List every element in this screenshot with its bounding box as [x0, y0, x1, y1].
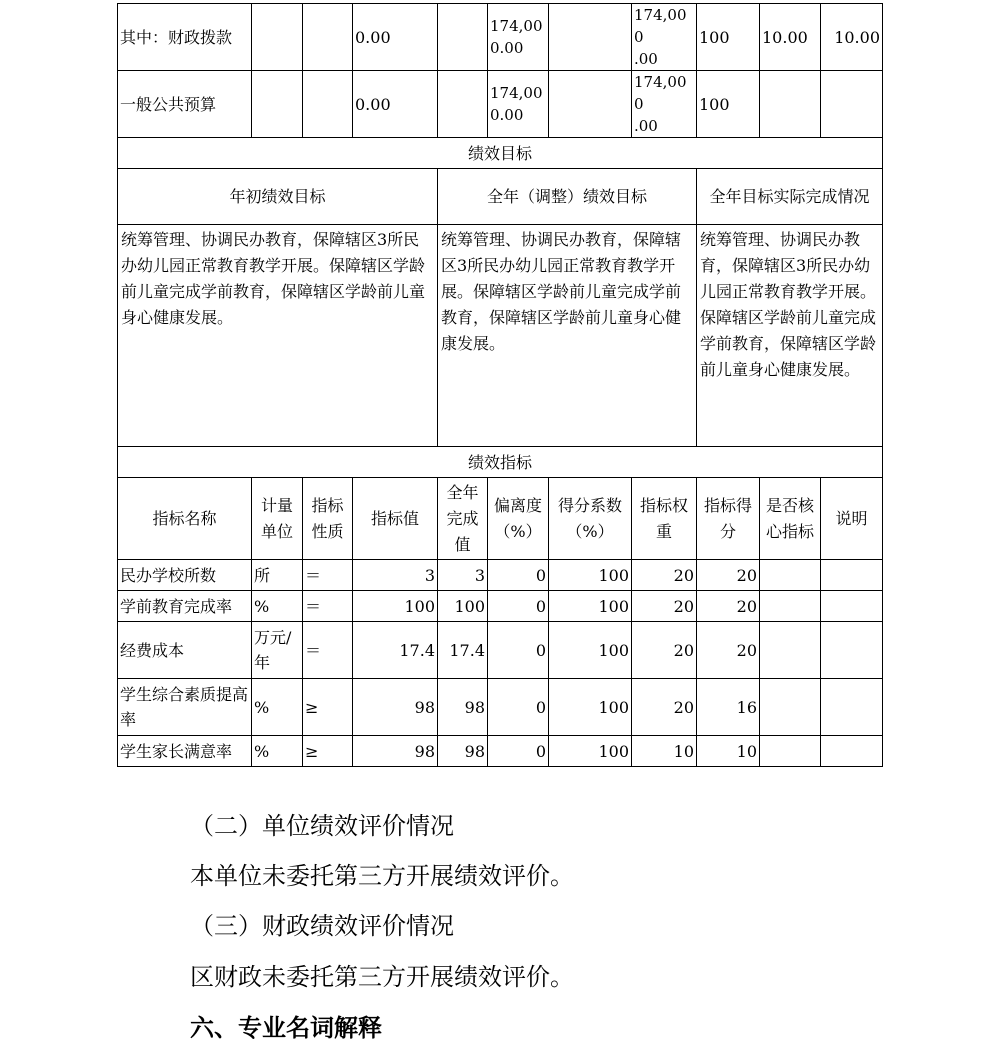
indicator-target: 98	[353, 736, 438, 767]
indicator-deviation: 0	[488, 591, 549, 622]
indicator-coef: 100	[549, 560, 632, 591]
col-header: 得分系数（%）	[549, 478, 632, 560]
fund-cell: 174,00 0.00	[488, 71, 549, 138]
goal-header-initial: 年初绩效目标	[118, 169, 438, 225]
indicator-core	[760, 679, 821, 736]
table-row	[118, 736, 883, 767]
indicator-note	[821, 679, 883, 736]
fund-cell: 100	[697, 4, 760, 71]
indicator-weight: 20	[632, 591, 697, 622]
goal-header-actual: 全年目标实际完成情况	[697, 169, 883, 225]
fund-cell	[760, 71, 821, 138]
indicator-note	[821, 736, 883, 767]
indicator-score: 20	[697, 591, 760, 622]
goal-header-adjusted: 全年（调整）绩效目标	[438, 169, 697, 225]
table-row	[118, 622, 883, 679]
indicator-weight: 20	[632, 622, 697, 679]
indicator-score: 16	[697, 679, 760, 736]
goal-text-adjusted: 统筹管理、协调民办教育，保障辖区3所民办幼儿园正常教育教学开展。保障辖区学龄前儿童完成学前教育，保障辖区学龄前儿童身心健康发展。	[438, 225, 697, 447]
indicator-nature: ＝	[303, 560, 353, 591]
indicator-name: 学生家长满意率	[118, 736, 252, 767]
unit-eval-heading: （二）单位绩效评价情况	[190, 812, 454, 840]
indicator-deviation: 0	[488, 622, 549, 679]
indicator-actual: 17.4	[438, 622, 488, 679]
indicator-core	[760, 560, 821, 591]
fund-cell	[303, 71, 353, 138]
table-row	[118, 560, 883, 591]
indicator-target: 17.4	[353, 622, 438, 679]
indicator-deviation: 0	[488, 560, 549, 591]
indicator-name: 学生综合素质提高率	[118, 679, 252, 736]
indicator-note	[821, 591, 883, 622]
col-header: 说明	[821, 478, 883, 560]
indicator-unit: 所	[252, 560, 303, 591]
indicator-score: 20	[697, 622, 760, 679]
indicator-core	[760, 736, 821, 767]
fund-row	[118, 71, 883, 138]
indicator-deviation: 0	[488, 736, 549, 767]
col-header: 是否核心指标	[760, 478, 821, 560]
indicator-score: 20	[697, 560, 760, 591]
fund-cell: 100	[697, 71, 760, 138]
fund-cell	[549, 71, 632, 138]
indicator-core	[760, 591, 821, 622]
col-header: 指标性质	[303, 478, 353, 560]
indicator-unit: %	[252, 591, 303, 622]
indicator-coef: 100	[549, 736, 632, 767]
indicator-actual: 3	[438, 560, 488, 591]
fund-row	[118, 4, 883, 71]
fund-cell: 174,000 .00	[632, 4, 697, 71]
fund-cell	[252, 71, 303, 138]
unit-eval-text: 本单位未委托第三方开展绩效评价。	[190, 862, 574, 890]
col-header: 计量单位	[252, 478, 303, 560]
fiscal-eval-text: 区财政未委托第三方开展绩效评价。	[190, 963, 574, 991]
indicator-nature: ≥	[303, 679, 353, 736]
col-header: 指标得分	[697, 478, 760, 560]
indicator-weight: 20	[632, 679, 697, 736]
indicator-unit: %	[252, 736, 303, 767]
indicator-name: 民办学校所数	[118, 560, 252, 591]
indicator-name: 学前教育完成率	[118, 591, 252, 622]
fund-cell	[303, 4, 353, 71]
performance-table	[117, 3, 883, 767]
indicator-weight: 20	[632, 560, 697, 591]
indicator-core	[760, 622, 821, 679]
indicator-name: 经费成本	[118, 622, 252, 679]
indicator-nature: ＝	[303, 591, 353, 622]
fund-cell: 0.00	[353, 71, 438, 138]
fund-cell	[252, 4, 303, 71]
fund-cell: 10.00	[821, 4, 883, 71]
indicator-unit: %	[252, 679, 303, 736]
indicator-deviation: 0	[488, 679, 549, 736]
fund-cell: 0.00	[353, 4, 438, 71]
col-header: 指标名称	[118, 478, 252, 560]
col-header: 全年完成值	[438, 478, 488, 560]
fund-cell: 10.00	[760, 4, 821, 71]
indicator-score: 10	[697, 736, 760, 767]
fund-cell: 174,000 .00	[632, 71, 697, 138]
indicator-coef: 100	[549, 591, 632, 622]
fund-cell	[549, 4, 632, 71]
goal-text-initial: 统筹管理、协调民办教育，保障辖区3所民办幼儿园正常教育教学开展。保障辖区学龄前儿童完成学前教育，保障辖区学龄前儿童身心健康发展。	[118, 225, 438, 447]
indicator-actual: 100	[438, 591, 488, 622]
fund-cell	[438, 71, 488, 138]
indicators-section-title: 绩效指标	[118, 447, 883, 478]
col-header: 指标值	[353, 478, 438, 560]
goal-text-actual: 统筹管理、协调民办教育，保障辖区3所民办幼儿园正常教育教学开展。保障辖区学龄前儿童完成学前教育，保障辖区学龄前儿童身心健康发展。	[697, 225, 883, 447]
indicator-coef: 100	[549, 679, 632, 736]
indicator-unit: 万元/年	[252, 622, 303, 679]
fund-name: 一般公共预算	[118, 71, 252, 138]
indicator-coef: 100	[549, 622, 632, 679]
indicator-header-row	[118, 478, 883, 560]
fund-cell	[821, 71, 883, 138]
indicator-weight: 10	[632, 736, 697, 767]
indicator-note	[821, 560, 883, 591]
fund-name: 其中：财政拨款	[118, 4, 252, 71]
goals-section-title: 绩效目标	[118, 138, 883, 169]
fund-cell: 174,00 0.00	[488, 4, 549, 71]
indicator-nature: ≥	[303, 736, 353, 767]
indicator-nature: ＝	[303, 622, 353, 679]
glossary-heading: 六、专业名词解释	[190, 1013, 382, 1042]
indicator-target: 100	[353, 591, 438, 622]
col-header: 指标权重	[632, 478, 697, 560]
indicator-target: 3	[353, 560, 438, 591]
table-row	[118, 591, 883, 622]
fiscal-eval-heading: （三）财政绩效评价情况	[190, 912, 454, 940]
indicator-note	[821, 622, 883, 679]
indicator-actual: 98	[438, 736, 488, 767]
fund-cell	[438, 4, 488, 71]
indicator-target: 98	[353, 679, 438, 736]
col-header: 偏离度（%）	[488, 478, 549, 560]
table-row	[118, 679, 883, 736]
indicator-actual: 98	[438, 679, 488, 736]
